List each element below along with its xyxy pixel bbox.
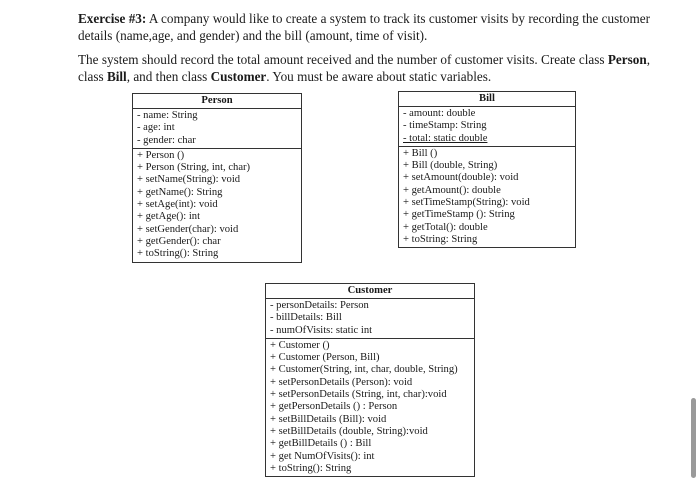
- uml-attribute: - name: String: [137, 110, 198, 121]
- uml-method: + getAmount(): double: [403, 184, 501, 196]
- exercise-requirements-paragraph: [78, 51, 650, 85]
- uml-method: + toString: String: [403, 233, 478, 245]
- uml-attribute: - timeStamp: String: [403, 120, 487, 132]
- vertical-scrollbar[interactable]: [691, 398, 696, 478]
- uml-method: + getTotal(): double: [403, 221, 488, 233]
- uml-method: + getBillDetails () : Bill: [270, 438, 372, 450]
- uml-method: + getAge(): int: [137, 211, 201, 223]
- uml-class-person: [132, 93, 302, 263]
- uml-method: + setAmount(double): void: [403, 172, 519, 184]
- uml-method: + Bill (double, String): [403, 160, 498, 172]
- exercise-heading: Exercise #3:: [78, 11, 147, 26]
- requirements-text-3: , and then class: [126, 69, 211, 84]
- requirements-text-2: , class: [78, 52, 650, 84]
- uml-class-title: Bill: [399, 92, 575, 107]
- class-name-customer: Customer: [210, 69, 267, 84]
- requirements-text-4: . You must be aware about static variables.: [266, 69, 492, 84]
- class-name-person: Person: [607, 52, 647, 67]
- uml-method: + Person (): [137, 149, 185, 161]
- uml-methods-section: [266, 338, 474, 476]
- uml-method: + getGender(): char: [137, 235, 221, 247]
- uml-method: + setAge(int): void: [137, 199, 218, 211]
- uml-attributes-section: [133, 109, 301, 148]
- uml-method: + Customer (Person, Bill): [270, 352, 380, 364]
- uml-method: + Person (String, int, char): [137, 162, 251, 174]
- uml-attributes-section: [399, 107, 575, 146]
- uml-attribute: - personDetails: Person: [270, 300, 369, 311]
- uml-method: + setName(String): void: [137, 174, 241, 186]
- uml-attribute: - gender: char: [137, 134, 196, 146]
- uml-method: + setGender(char): void: [137, 223, 239, 235]
- uml-method: + setBillDetails (double, String):void: [270, 425, 428, 437]
- exercise-intro-paragraph: [78, 10, 650, 44]
- uml-static-attribute: - numOfVisits: static int: [270, 324, 373, 336]
- uml-attribute: - billDetails: Bill: [270, 312, 342, 324]
- uml-methods-section: [399, 146, 575, 247]
- uml-method: + toString(): String: [270, 462, 352, 474]
- uml-method: + setPersonDetails (String, int, char):void: [270, 389, 447, 401]
- uml-class-title: Customer: [266, 284, 474, 299]
- exercise-intro-text: A company would like to create a system to track its customer visits by recording the customer details (name,age, and gender) and the bill (amount, time of visit).: [78, 11, 650, 43]
- uml-method: + getTimeStamp (): String: [403, 209, 515, 221]
- uml-method: + getPersonDetails () : Person: [270, 401, 398, 413]
- uml-method: + Customer(String, int, char, double, String): [270, 364, 458, 376]
- uml-static-attribute: - total: static double: [403, 132, 488, 144]
- uml-attributes-section: [266, 299, 474, 338]
- uml-class-customer: [265, 283, 475, 477]
- uml-method: + toString(): String: [137, 248, 219, 260]
- uml-class-bill: [398, 91, 576, 248]
- uml-attribute: - age: int: [137, 122, 175, 134]
- uml-method: + Bill (): [403, 147, 438, 159]
- uml-method: + Customer (): [270, 339, 330, 351]
- uml-class-title: Person: [133, 94, 301, 109]
- uml-method: + setBillDetails (Bill): void: [270, 413, 387, 425]
- uml-method: + getName(): String: [137, 186, 223, 198]
- uml-method: + setPersonDetails (Person): void: [270, 376, 413, 388]
- uml-method: + setTimeStamp(String): void: [403, 197, 530, 209]
- uml-method: + get NumOfVisits(): int: [270, 450, 375, 462]
- uml-methods-section: [133, 148, 301, 262]
- uml-attribute: - amount: double: [403, 108, 476, 119]
- class-name-bill: Bill: [106, 69, 127, 84]
- requirements-text-1: The system should record the total amount received and the number of customer visits. Create class: [78, 52, 608, 67]
